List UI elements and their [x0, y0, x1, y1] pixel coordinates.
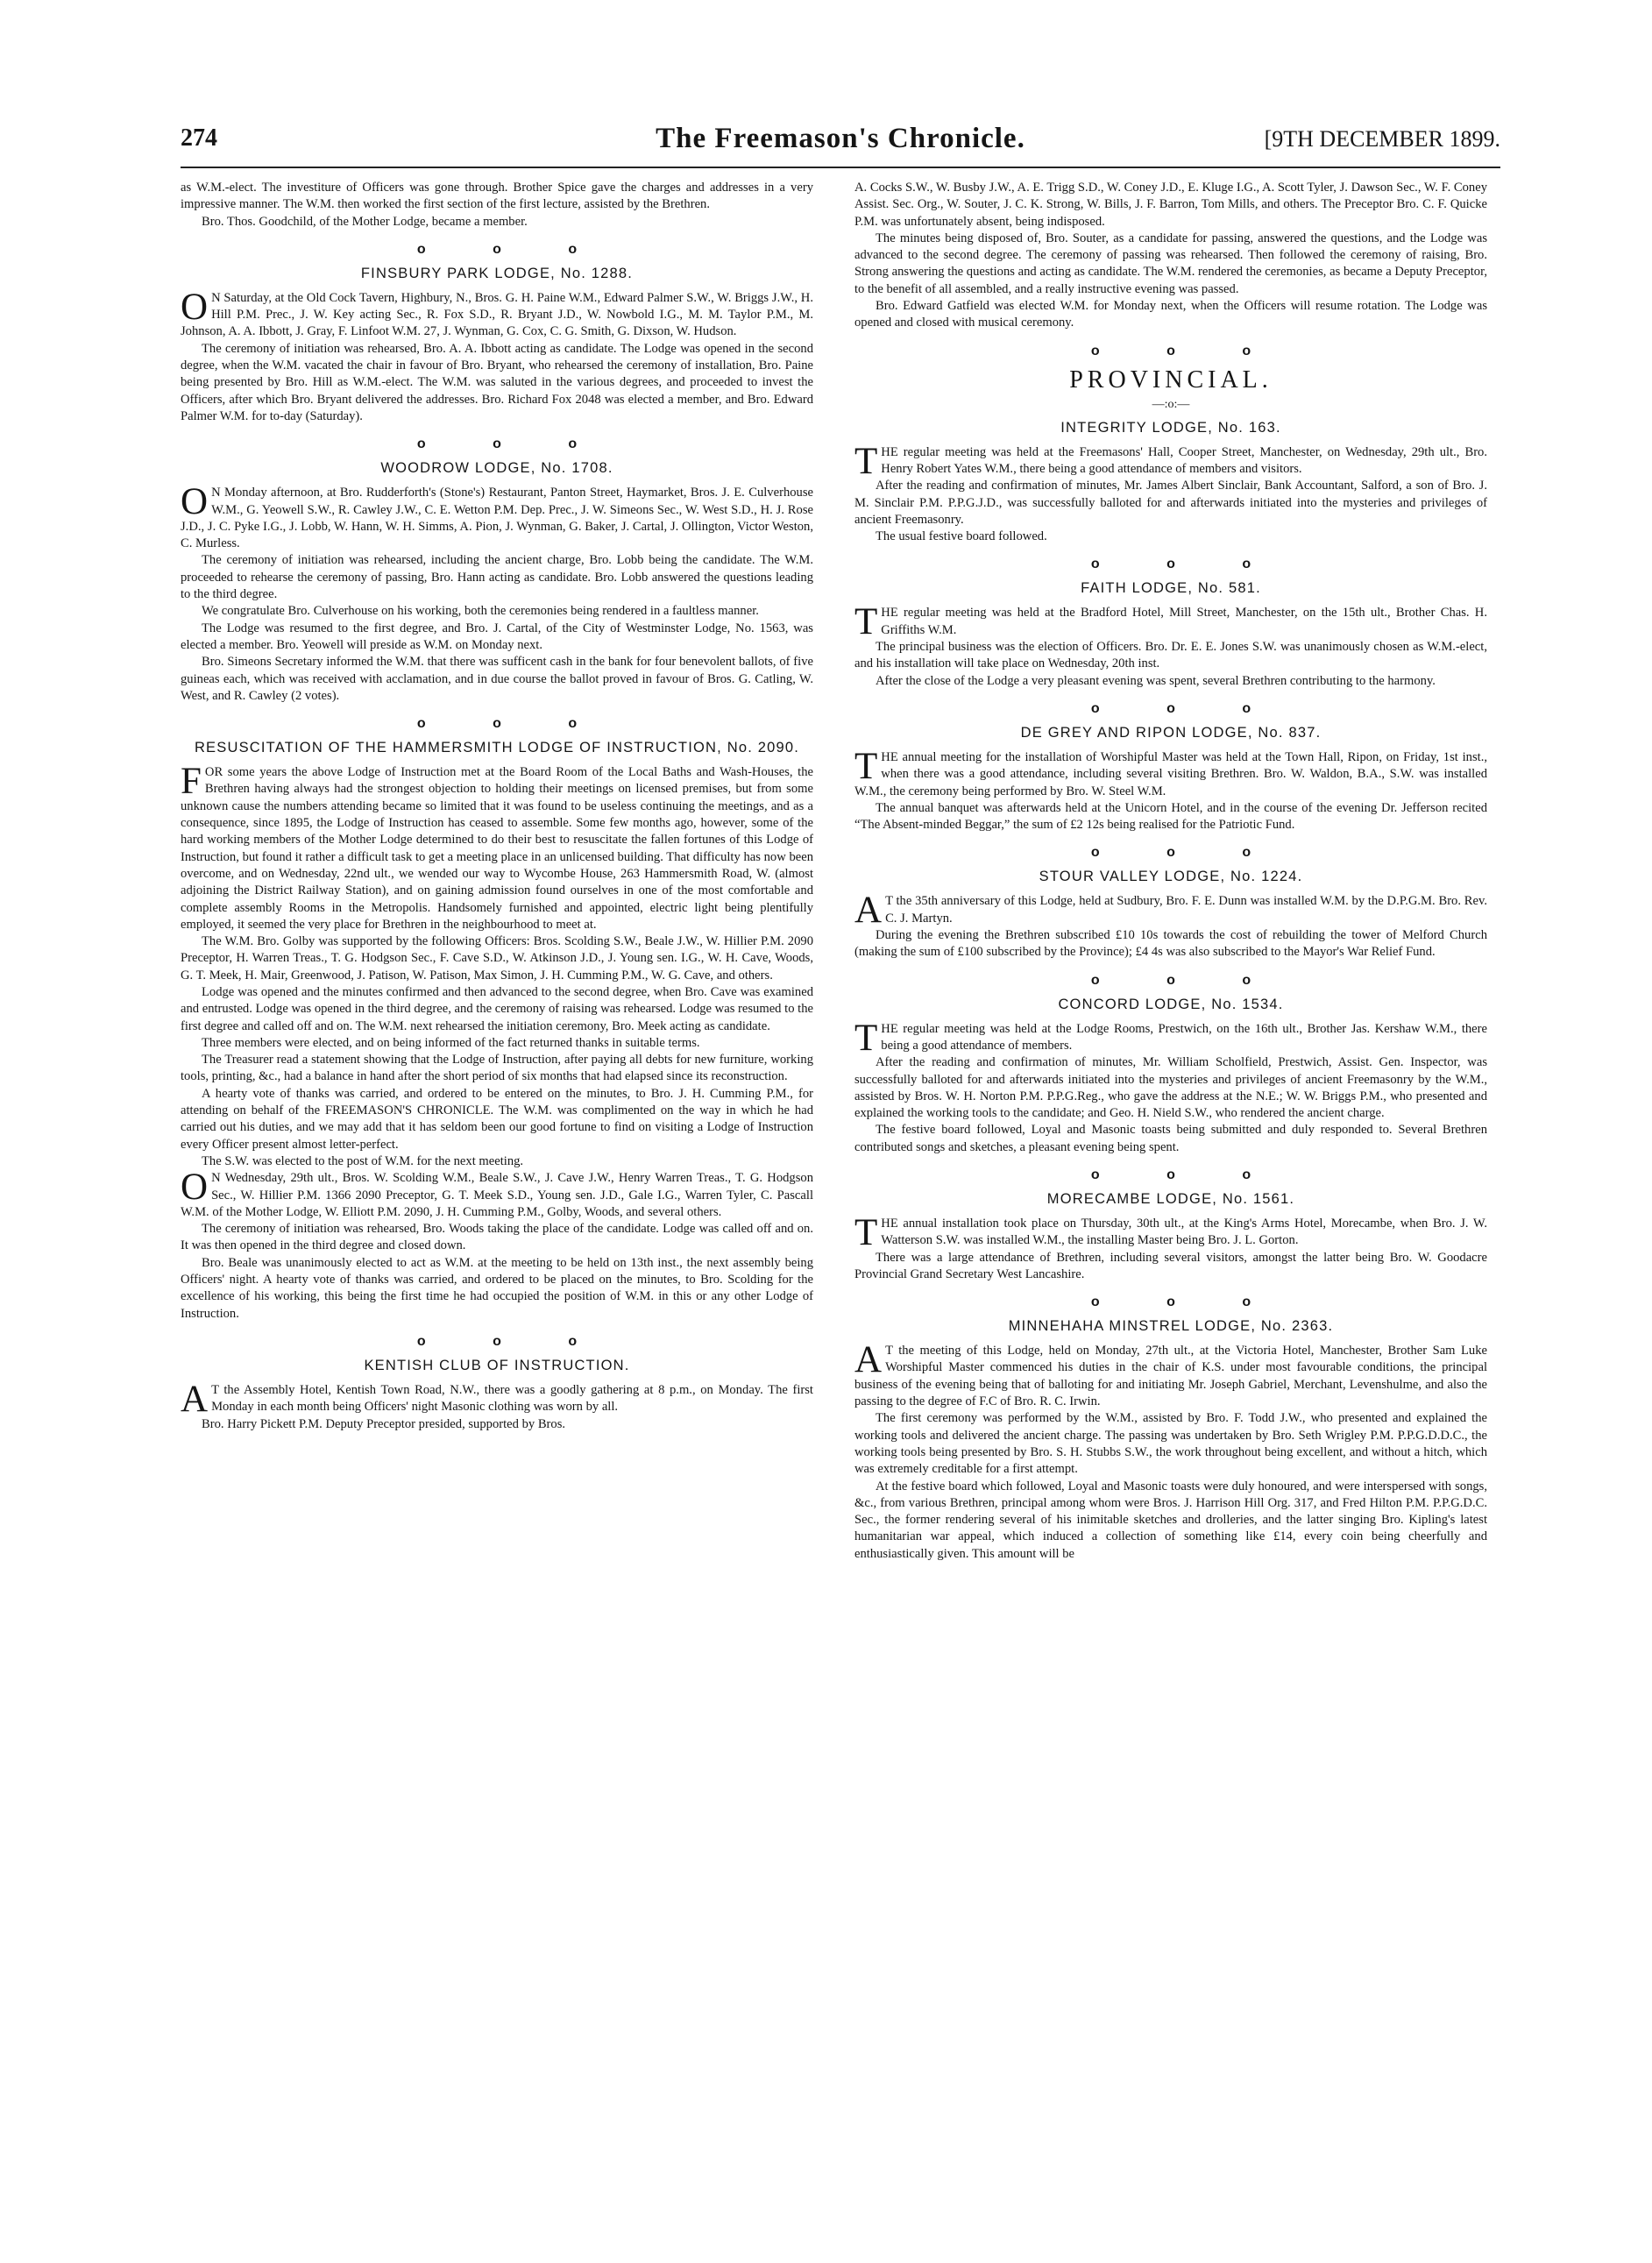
article-minnehaha-minstrel-lodge [854, 1295, 1487, 1563]
paragraph: The annual banquet was afterwards held at the Unicorn Hotel, and in the course of the evening Dr. Jefferson recited “The Absent-minded Beggar,” the sum of £2 12s being realised for the Patriotic Fund. [854, 800, 1487, 833]
issue-date: [9TH DECEMBER 1899. [1264, 126, 1500, 152]
paragraph: The first ceremony was performed by the W.M., assisted by Bro. F. Todd J.W., who presented and explained the working tools and delivered the ancient charge. The passing was undertaken by Bro. Seth Wrigley P.M. P.P.G.D.D.C., the working tools being presented by Bro. S. H. Stubbs S.W., the work throughout being excellent, and without a hitch, which was extremely creditable for a first attempt. [854, 1411, 1487, 1477]
page-number: 274 [181, 124, 217, 152]
paragraph: A. Cocks S.W., W. Busby J.W., A. E. Trigg S.D., W. Coney J.D., E. Kluge I.G., A. Scott Tyler, J. Dawson Sec., W. F. Coney Assist. Sec. Org., W. Souter, J. C. K. Strong, W. Bills, J. F. Barron, Tom Mills, and others. The Preceptor Bro. C. F. Quicke P.M. was unfortunately absent, being indisposed. [854, 181, 1487, 229]
paragraph: A hearty vote of thanks was carried, and ordered to be entered on the minutes, to Bro. J. H. Cumming P.M., for attending on behalf of the FREEMASON'S CHRONICLE. The W.M. was complimented on the way in which he had carried out his duties, and we may add that it has seldom been our good fortune to find on visiting a Lodge of Instruction every Officer present almost letter-perfect. [181, 1086, 813, 1152]
paragraph: THE regular meeting was held at the Freemasons' Hall, Cooper Street, Manchester, on Wednesday, 29th ult., Bro. Henry Robert Yates W.M., there being a good attendance of members and visitors. [854, 440, 1487, 482]
paragraph: The principal business was the election of Officers. Bro. Dr. E. E. Jones S.W. was unanimously chosen as W.M.-elect, and his installation will take place on Wednesday, 20th inst. [854, 640, 1487, 671]
paragraph: Bro. Harry Pickett P.M. Deputy Preceptor presided, supported by Bros. [202, 1416, 566, 1431]
paragraph: We congratulate Bro. Culverhouse on his working, both the ceremonies being rendered in a faultless manner. [202, 604, 759, 619]
paragraph: After the close of the Lodge a very pleasant evening was spent, several Brethren contributing to the harmony. [876, 673, 1436, 688]
article-title: MINNEHAHA MINSTREL LODGE, No. 2363. [1008, 1318, 1334, 1335]
paragraph: ON Saturday, at the Old Cock Tavern, Highbury, N., Bros. G. H. Paine W.M., Edward Palmer S.W., W. Briggs J.W., H. Hill P.M. Prec., J. W. Key acting Sec., R. Fox S.D., R. Bryant J.D., W. Nowbold I.G., M. M. Taylor P.M., M. Johnson, A. A. Ibbott, J. Gray, F. Linfoot W.M. 27, J. Wynman, G. Cox, C. G. Smith, G. Dixson, W. Hudson. [181, 286, 813, 339]
article-kentish-club-continued [854, 180, 1487, 332]
paragraph: The festive board followed, Loyal and Masonic toasts being submitted and duly responded to. Several Brethren contributed songs and sketches, a pleasant evening being spent. [854, 1123, 1487, 1154]
section-divider: o o o [1090, 343, 1283, 358]
article-title: INTEGRITY LODGE, No. 163. [1060, 419, 1281, 436]
paragraph: ON Wednesday, 29th ult., Bros. W. Scolding W.M., Beale S.W., J. Cave J.W., Henry Warren Treas., T. G. Hodgson Sec., W. Hillier P.M. 1366 2090 Preceptor, G. T. Meek S.D., Young sen. J.D., Gale I.G., Warren Tyler, C. Pascall W.M. of the Mother Lodge, W. Elliott P.M. 2090, J. H. Cumming P.M., Golby, Woods, and several others. [181, 1167, 813, 1219]
section-divider: o o o [1090, 972, 1283, 988]
section-divider: o o o [1090, 845, 1283, 861]
section-heading: PROVINCIAL. [1069, 365, 1273, 394]
article-integrity-lodge [854, 419, 1487, 546]
paragraph: Bro. Edward Gatfield was elected W.M. for Monday next, when the Officers will resume rotation. The Lodge was opened and closed with musical ceremony. [854, 299, 1487, 330]
paragraph: Three members were elected, and on being informed of the fact returned thanks in suitable terms. [202, 1035, 700, 1050]
article-faith-lodge [854, 557, 1487, 689]
article-title: FAITH LODGE, No. 581. [1081, 580, 1261, 597]
paragraph: AT the 35th anniversary of this Lodge, held at Sudbury, Bro. F. E. Dunn was installed W.M. by the D.P.G.M. Bro. Rev. C. J. Martyn. [854, 890, 1487, 932]
article-title: KENTISH CLUB OF INSTRUCTION. [364, 1357, 630, 1373]
article-continuation [181, 180, 813, 231]
paragraph: The Lodge was resumed to the first degree, and Bro. J. Cartal, of the City of Westminster Lodge, No. 1563, was elected a member. Bro. Yeowell will preside as W.M. on Monday next. [181, 621, 813, 652]
paragraph: The usual festive board followed. [876, 529, 1047, 544]
paragraph: THE regular meeting was held at the Lodge Rooms, Prestwich, on the 16th ult., Brother Jas. Kershaw W.M., there being a good attendance of members. [854, 1017, 1487, 1059]
article-stour-valley-lodge [854, 845, 1487, 961]
paragraph: The minutes being disposed of, Bro. Souter, as a candidate for passing, answered the questions, and the Lodge was advanced to the second degree. The ceremony of passing was rehearsed. Then followed the ceremony of raising, Bro. Strong answering the questions and acting as candidate. The W.M. rendered the ceremonies, as became a Deputy Preceptor, to the benefit of all assembled, and a really instructive evening was passed. [854, 231, 1487, 296]
section-divider: o o o [416, 436, 609, 452]
paragraph: The ceremony of initiation was rehearsed, Bro. Woods taking the place of the candidate. Lodge was called off and on. It was then opened in the third degree and closed down. [181, 1222, 813, 1253]
paragraph: AT the meeting of this Lodge, held on Monday, 27th ult., at the Victoria Hotel, Manchester, Brother Sam Luke Worshipful Master commenced his duties in the chair of K.S. under most favourable conditions, the principal business of the evening being that of balloting for and initiating Mr. Joseph Gabriel, Merchant, Levenshulme, and also the passing to the degree of F.C of Bro. R. C. Irwin. [854, 1339, 1487, 1409]
paragraph: Lodge was opened and the minutes confirmed and then advanced to the second degree, when Bro. Cave was examined and entrusted. Lodge was opened in the third degree, and the ceremony of raising was rehearsed. Lodge was resumed to the first degree and called off and on. The W.M. next rehearsed the initiation ceremony, Bro. Meek acting as candidate. [181, 984, 813, 1033]
paragraph: AT the Assembly Hotel, Kentish Town Road, N.W., there was a goodly gathering at 8 p.m., on Monday. The first Monday in each month being Officers' night Masonic clothing was worn by all. [181, 1378, 813, 1420]
paragraph: The ceremony of initiation was rehearsed, including the ancient charge, Bro. Lobb being the candidate. The W.M. proceeded to rehearse the ceremony of passing, Bro. Hann acting as candidate. Bro. Lobb answered the questions leading to the third degree. [181, 553, 813, 602]
section-divider: o o o [416, 1333, 609, 1349]
article-title: MORECAMBE LODGE, No. 1561. [1046, 1190, 1295, 1207]
paragraph: The Treasurer read a statement showing that the Lodge of Instruction, after paying all debts for new furniture, working tools, printing, &c., had a balance in hand after the short period of six months that had elapsed since its reconstruction. [181, 1053, 813, 1084]
article-title: CONCORD LODGE, No. 1534. [1058, 996, 1284, 1012]
paragraph: The S.W. was elected to the post of W.M. for the next meeting. [202, 1153, 524, 1168]
masthead [181, 124, 1500, 168]
article-title: DE GREY AND RIPON LODGE, No. 837. [1020, 724, 1322, 741]
paragraph: FOR some years the above Lodge of Instruction met at the Board Room of the Local Baths and Wash-Houses, the Brethren having always had the strongest objection to holding their meetings on licensed premises, but from some unknown cause the numbers attending became so limited that it was found to be useless continuing the meetings, and as a consequence, since 1895, the Lodge of Instruction has ceased to assemble. Some few months ago, however, some of the hard working members of the Mother Lodge determined to do their best to resuscitate the fallen fortunes of this Lodge of Instruction, but found it rather a difficult task to get a meeting place in an unlicensed building. That difficulty has now been overcome, and on Wednesday, 22nd ult., we wended our way to Wycombe House, 263 Hammersmith Road, W. (almost adjoining the District Railway Station), and on gaining admission found ourselves in one of the most comfortable and complete assembly Rooms in the Metropolis. Handsomely furnished and appointed, electric light being plentifully employed, it seemed the very place for Brethren in the neighbourhood to meet at. [181, 761, 813, 932]
paragraph: After the reading and confirmation of minutes, Mr. William Scholfield, Prestwich, Assist. Gen. Inspector, was successfully balloted for and afterwards initiated into the mysteries and privileges of ancient Freemasonry by the W.M., assisted by Bros. W. H. Norton P.M. P.P.G.Reg., who gave the address at the N.E.; W. W. Briggs P.M., who presented and explained the working tools to the candidate; and Geo. H. Nield S.W., who rendered the ancient charge. [854, 1055, 1487, 1121]
article-morecambe-lodge [854, 1167, 1487, 1283]
provincial-section-header [854, 344, 1487, 412]
section-divider: o o o [1090, 1295, 1283, 1310]
left-column [181, 180, 813, 2248]
article-title: WOODROW LODGE, No. 1708. [380, 460, 613, 477]
article-woodrow-lodge [181, 436, 813, 705]
article-title: STOUR VALLEY LODGE, No. 1224. [1039, 869, 1303, 885]
paragraph: Bro. Simeons Secretary informed the W.M. that there was sufficent cash in the bank for four benevolent ballots, of five guineas each, which was received with acclamation, and in due course the ballot proved in favour of Bros. G. Catling, W. West, and R. Cawley (2 votes). [181, 655, 813, 703]
paragraph: as W.M.-elect. The investiture of Officers was gone through. Brother Spice gave the charges and addresses in a very impressive manner. The W.M. then worked the first section of the first lecture, assisted by the Brethren. [181, 181, 813, 212]
paragraph: THE regular meeting was held at the Bradford Hotel, Mill Street, Manchester, on the 15th ult., Brother Chas. H. Griffiths W.M. [854, 601, 1487, 643]
article-kentish-club [181, 1334, 813, 1433]
article-de-grey-and-ripon-lodge [854, 701, 1487, 834]
right-column [854, 180, 1487, 2248]
paragraph: THE annual meeting for the installation of Worshipful Master was held at the Town Hall, Ripon, on Friday, 1st inst., when there was a good attendance, including several visiting Brethren. Bro. W. Waldon, B.A., S.W. was installed W.M., the ceremony being performed by Bro. W. Steel W.M. [854, 745, 1487, 798]
paragraph: After the reading and confirmation of minutes, Mr. James Albert Sinclair, Bank Accountant, Salford, a son of Bro. J. M. Sinclair P.M. P.P.G.J.D., was successfully balloted for and afterwards initiated into the mysteries and privileges of ancient Freemasonry. [854, 479, 1487, 527]
newspaper-title: The Freemason's Chronicle. [656, 123, 1025, 154]
paragraph: At the festive board which followed, Loyal and Masonic toasts were duly honoured, and were interspersed with songs, &c., from various Brethren, principal among whom were Bros. J. Harrison Hill Org. 317, and Fred Hilton P.M. P.P.G.D.C. Sec., the former rendering several of his inimitable sketches and drolleries, and the latter singing Bro. Kipling's latest humanitarian war appeal, which induced a collection of something like £14, every coin being cheerfully and enthusiastically given. This amount will be [854, 1479, 1487, 1561]
paragraph: The W.M. Bro. Golby was supported by the following Officers: Bros. Scolding S.W., Beale J.W., W. Hillier P.M. 2090 Preceptor, H. Warren Treas., T. G. Hodgson Sec., F. Cave S.D., W. Atkinson J.D., J. Young sen. I.G., W. H. Cave, Woods, G. T. Meek, H. Mair, Greenwood, J. Patison, W. Patison, Max Simon, J. H. Cumming P.M., W. G. Cave, and others. [181, 934, 813, 983]
section-divider: o o o [416, 716, 609, 732]
paragraph: ON Monday afternoon, at Bro. Rudderforth's (Stone's) Restaurant, Panton Street, Haymarket, Bros. J. E. Culverhouse W.M., G. Yeowell S.W., R. Cawley J.W., C. E. Wetton P.M. Dep. Prec., J. W. Simeons Sec., W. West S.D., H. J. Rose J.D., J. C. Pyke I.G., J. Lobb, W. Hann, W. H. Simms, A. Pion, J. Wynman, G. Baker, J. Cartal, J. Ollington, Victor Weston, C. Murless. [181, 481, 813, 551]
article-title: FINSBURY PARK LODGE, No. 1288. [360, 265, 634, 281]
section-divider: o o o [1090, 1167, 1283, 1182]
paragraph: THE annual installation took place on Thursday, 30th ult., at the King's Arms Hotel, Morecambe, when Bro. J. W. Watterson S.W. was installed W.M., the installing Master being Bro. J. L. Gorton. [854, 1211, 1487, 1253]
section-divider: o o o [1090, 557, 1283, 572]
article-hammersmith-lodge [181, 716, 813, 1323]
section-rule: —:o:— [1152, 397, 1190, 411]
paragraph: Bro. Beale was unanimously elected to act as W.M. at the meeting to be held on 13th inst., the next assembly being Officers' night. A hearty vote of thanks was carried, and ordered to be placed on the minutes, to Bro. Scolding for the excellence of his working, this being the first time he had occupied the position of W.M. in this or any other Lodge of Instruction. [181, 1255, 813, 1321]
paragraph: The ceremony of initiation was rehearsed, Bro. A. A. Ibbott acting as candidate. The Lodge was opened in the second degree, when the W.M. vacated the chair in favour of Bro. Bryant, who rehearsed the ceremony of installation, Bro. Paine being presented by Bro. Hill as W.M.-elect. The W.M. was saluted in the various degrees, and proceeded to invest the Officers, after which Bro. Bryant delivered the addresses. Bro. Richard Fox 2048 was elected a member, and Bro. Edward Palmer W.M. for to-day (Saturday). [181, 341, 813, 423]
paragraph: There was a large attendance of Brethren, including several visitors, amongst the latter being Bro. W. Goodacre Provincial Grand Secretary West Lancashire. [854, 1250, 1487, 1281]
article-concord-lodge [854, 973, 1487, 1156]
article-title: RESUSCITATION OF THE HAMMERSMITH LODGE OF INSTRUCTION, No. 2090. [194, 740, 800, 756]
article-finsbury-park-lodge [181, 242, 813, 425]
paragraph: Bro. Thos. Goodchild, of the Mother Lodge, became a member. [202, 214, 528, 229]
section-divider: o o o [1090, 700, 1283, 716]
section-divider: o o o [416, 241, 609, 257]
paragraph: During the evening the Brethren subscribed £10 10s towards the cost of rebuilding the tower of Melford Church (making the sum of £100 subscribed by the Province); £4 4s was also subscribed to the Mayor's War Relief Fund. [854, 928, 1487, 960]
